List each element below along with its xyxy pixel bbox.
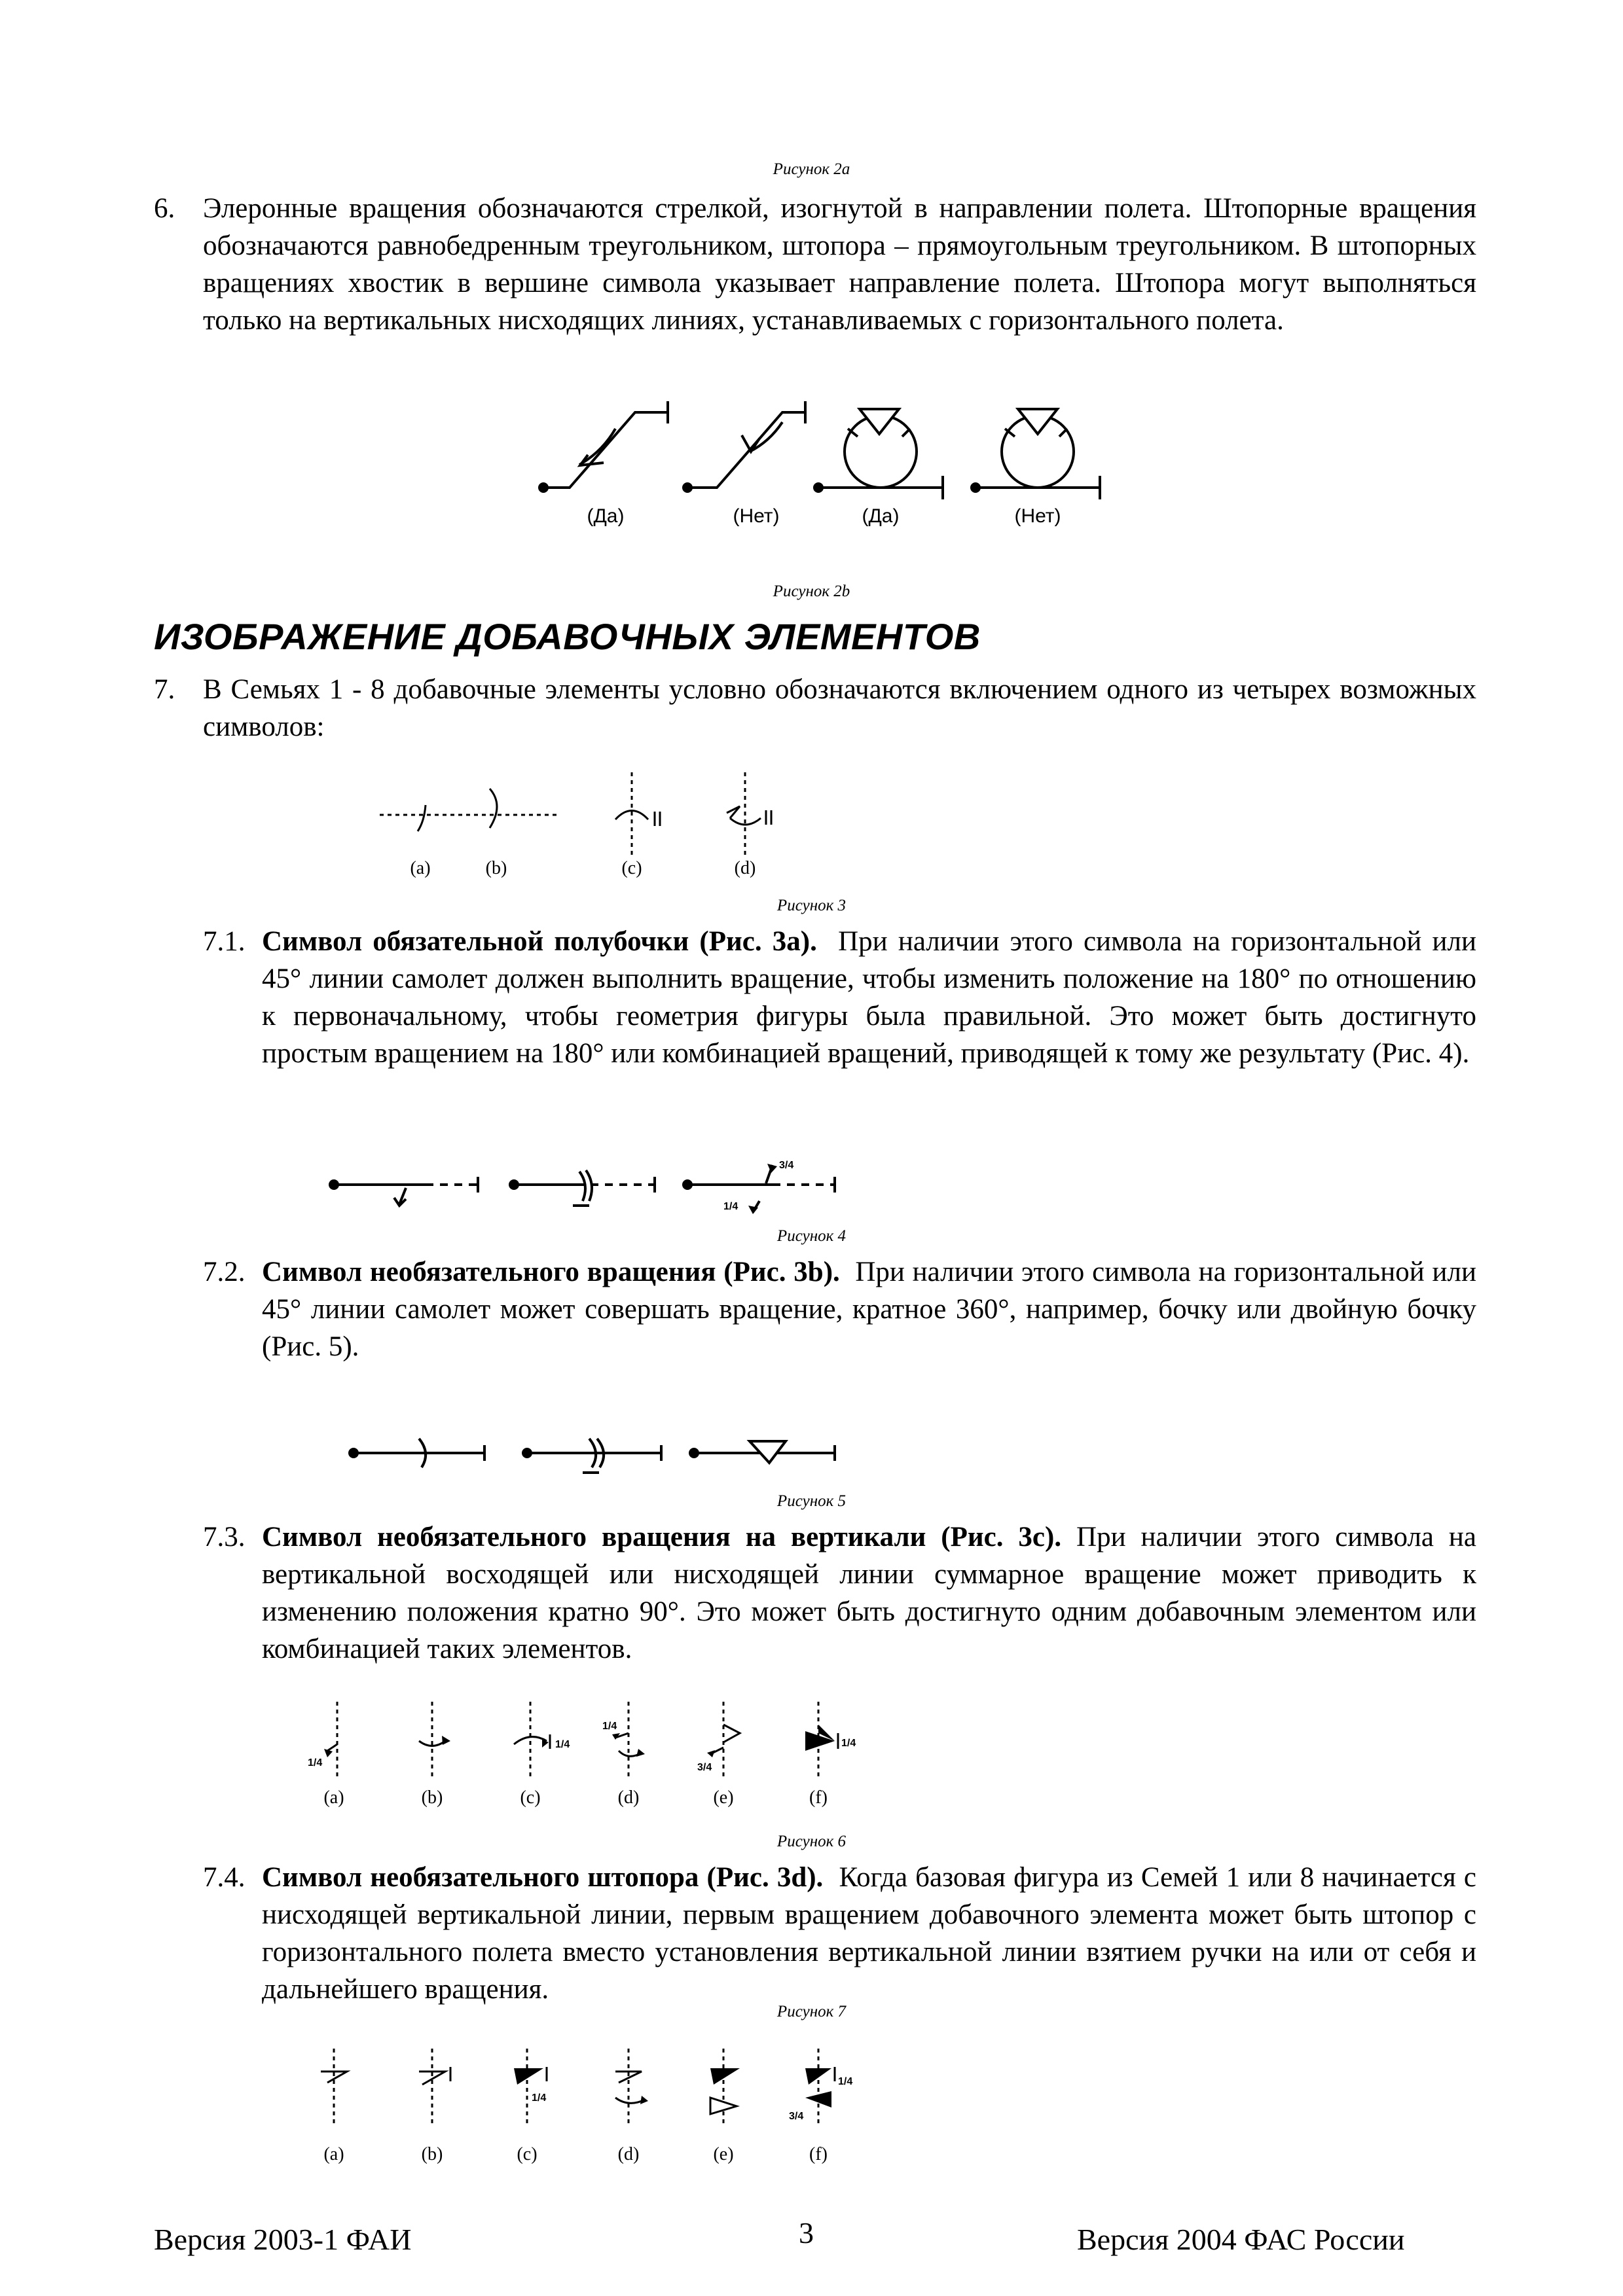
fig6-d-fraction: 1/4 — [602, 1721, 617, 1732]
fig7-label-c: (c) — [517, 2144, 538, 2164]
caption-figure-5: Рисунок 5 — [776, 1492, 847, 1510]
item-7-3-body: При наличии этого символа на вертикальной восходящей или нисходящей линии суммарное вращение может приводить к изменению положения кратно 90°. Это может быть достигнуто одним добавочным элементом или комбинацией таких элементов. — [262, 1522, 1477, 1664]
fig6-label-e: (e) — [713, 1787, 734, 1808]
fig7-label-e: (e) — [713, 2144, 734, 2164]
item-6-number: 6. — [154, 193, 175, 224]
label-yes-2: (Да) — [862, 505, 900, 527]
item-7-1-number: 7.1. — [203, 926, 246, 957]
fig7-label-a: (a) — [323, 2144, 344, 2164]
fig6-label-f: (f) — [809, 1787, 828, 1808]
filled-spin-f — [805, 1731, 835, 1751]
item-7-4-text — [262, 1859, 1476, 2008]
arrow-head-2 — [742, 435, 759, 452]
label-yes-1: (Да) — [587, 505, 625, 527]
fig3-label-d: (d) — [734, 858, 756, 878]
footer-left: Версия 2003-1 ФАИ — [154, 2223, 412, 2256]
item-7-2-number: 7.2. — [203, 1257, 246, 1287]
spin-triangle-4 — [1018, 409, 1057, 434]
figure-4 — [321, 1152, 864, 1224]
item-7-4-bold: Символ необязательного штопора (Рис. 3d). — [262, 1862, 824, 1893]
footer-right: Версия 2004 ФАС России — [1077, 2223, 1405, 2256]
symbol-a — [418, 805, 426, 831]
symbol-b — [490, 789, 497, 828]
fig6-a-fraction: 1/4 — [308, 1757, 323, 1768]
item-7-2-text — [262, 1253, 1476, 1365]
fig7-f-fraction-2: 3/4 — [789, 2111, 804, 2122]
item-7-2-bold: Символ необязательного вращения (Рис. 3b). — [262, 1257, 840, 1287]
fig7-c-fraction: 1/4 — [532, 2092, 547, 2104]
caption-figure-2a: Рисунок 2a — [773, 160, 850, 178]
item-7-1-body: При наличии этого символа на горизонтальной или 45° линии самолет должен выполнить вращение, чтобы изменить положение на 180° по отношению к первоначальному, чтобы геометрия фигуры была правильной. Это может быть достигнуто простым вращением на 180° или комбинацией вращений, приводящей к тому же результату (Рис. 4). — [262, 926, 1476, 1069]
section-title: ИЗОБРАЖЕНИЕ ДОБАВОЧНЫХ ЭЛЕМЕНТОВ — [154, 616, 981, 657]
figure-5 — [340, 1427, 851, 1479]
item-6-text: Элеронные вращения обозначаются стрелкой, изогнутой в направлении полета. Штопорные вращения обозначаются равнобедренным треугольником, штопора – прямоугольным треугольником. В штопорных вращениях хвостик в вершине символа указывает направление полета. Штопора могут выполняться только на вертикальных нисходящих линиях, устанавливаемых с горизонтального полета. — [203, 193, 1476, 336]
caption-figure-7: Рисунок 7 — [776, 2003, 847, 2020]
item-7-3-number: 7.3. — [203, 1522, 246, 1552]
label-no-1: (Нет) — [733, 505, 780, 527]
fig6-label-a: (a) — [323, 1787, 344, 1808]
item-7-3-bold: Символ необязательного вращения на вертикали (Рис. 3c). — [262, 1522, 1062, 1552]
fig7-f-fraction-1: 1/4 — [838, 2076, 853, 2087]
item-7-1-text — [262, 923, 1476, 1072]
caption-figure-4: Рисунок 4 — [776, 1227, 847, 1245]
fig3-label-a: (a) — [410, 858, 431, 878]
fig7-label-b: (b) — [421, 2144, 443, 2164]
item-7-3-text — [262, 1518, 1476, 1668]
fig3-label-b: (b) — [485, 858, 507, 878]
item-7-text: В Семьях 1 - 8 добавочные элементы условно обозначаются включением одного из четырех возможных символов: — [203, 674, 1476, 742]
fig6-label-c: (c) — [520, 1787, 541, 1808]
filled-spin-c — [514, 2068, 543, 2085]
fig3-label-c: (c) — [621, 858, 642, 878]
fig6-e-fraction: 3/4 — [697, 1762, 712, 1773]
item-7-1-bold: Символ обязательной полубочки (Рис. 3a). — [262, 926, 817, 957]
item-7-4-number: 7.4. — [203, 1862, 246, 1893]
fig7-label-f: (f) — [809, 2144, 828, 2164]
symbol-d-tail — [727, 806, 740, 818]
figure-3 — [373, 766, 805, 884]
item-7-number: 7. — [154, 674, 175, 705]
fig4-label-3-4: 3/4 — [779, 1160, 794, 1171]
fig6-f-fraction: 1/4 — [841, 1738, 856, 1749]
filled-spin-e — [710, 2068, 740, 2085]
fig6-label-d: (d) — [617, 1787, 640, 1808]
page-number: 3 — [799, 2216, 814, 2250]
caption-figure-3: Рисунок 3 — [776, 897, 847, 914]
item-7-4-body: Когда базовая фигура из Семей 1 или 8 начинается с нисходящей вертикальной линии, первым вращением добавочного элемента может быть штопор с горизонтального полета вместо установления вертикальной линии взятием ручки на или от себя и дальнейшего вращения. — [262, 1862, 1476, 2005]
fig6-label-b: (b) — [421, 1787, 443, 1808]
spin-triangle-3 — [860, 409, 899, 434]
fig4-label-1-4: 1/4 — [723, 1201, 739, 1212]
figure-7 — [288, 2042, 903, 2179]
label-no-2: (Нет) — [1014, 505, 1061, 527]
item-7-2-body: При наличии этого символа на горизонтальной или 45° линии самолет может совершать вращение, кратное 360°, например, бочку или двойную бочку (Рис. 5). — [262, 1257, 1476, 1362]
fig6-c-fraction: 1/4 — [555, 1739, 570, 1750]
figure-6 — [288, 1695, 903, 1826]
fig7-label-d: (d) — [617, 2144, 640, 2164]
caption-figure-6: Рисунок 6 — [776, 1833, 847, 1850]
figure-2b-labels — [524, 497, 1113, 530]
caption-figure-2b: Рисунок 2b — [773, 583, 850, 600]
